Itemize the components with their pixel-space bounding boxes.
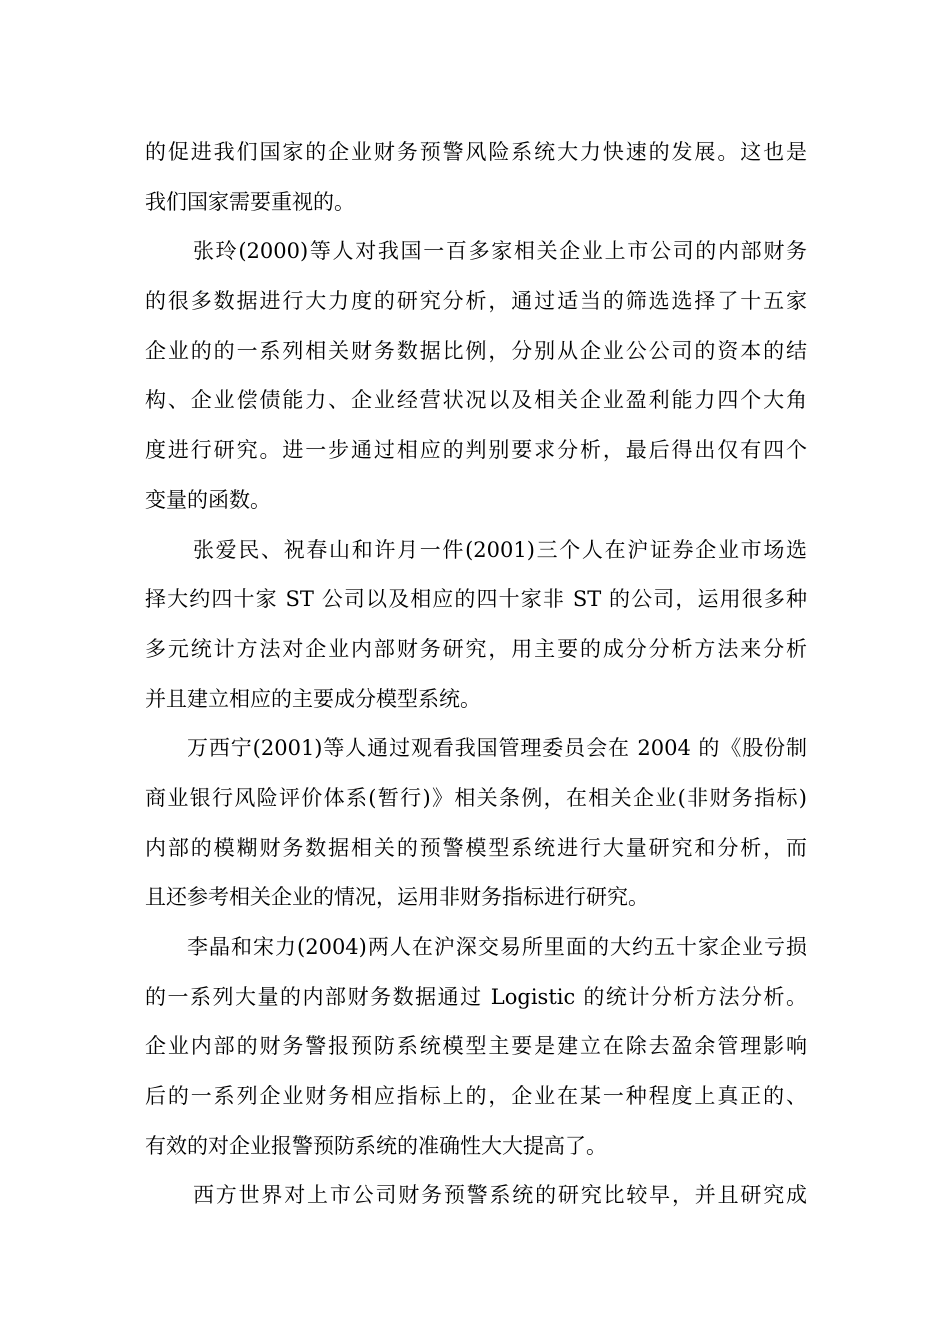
text-line: 后的一系列企业财务相应指标上的，企业在某一种程度上真正的、	[145, 1084, 807, 1109]
body-text	[145, 128, 807, 1221]
text-line: 并且建立相应的主要成分模型系统。	[145, 686, 481, 711]
text-line: 择大约四十家 ST 公司以及相应的四十家非 ST 的公司，运用很多种	[145, 587, 807, 612]
text-line: 构、企业偿债能力、企业经营状况以及相关企业盈利能力四个大角	[145, 388, 807, 413]
text-line: 企业的的一系列相关财务数据比例，分别从企业公公司的资本的结	[145, 338, 807, 363]
text-line: 多元统计方法对企业内部财务研究，用主要的成分分析方法来分析	[145, 636, 807, 661]
text-line: 李晶和宋力(2004)两人在沪深交易所里面的大约五十家企业亏损	[187, 935, 807, 959]
text-line: 的促进我们国家的企业财务预警风险系统大力快速的发展。这也是	[145, 140, 807, 164]
text-line: 有效的对企业报警预防系统的准确性大大提高了。	[145, 1133, 607, 1158]
text-line: 万西宁(2001)等人通过观看我国管理委员会在 2004 的《股份制	[187, 736, 807, 761]
text-line: 张玲(2000)等人对我国一百多家相关企业上市公司的内部财务	[193, 239, 807, 264]
text-line: 且还参考相关企业的情况，运用非财务指标进行研究。	[145, 885, 649, 910]
text-line: 张爱民、祝春山和许月一件(2001)三个人在沪证券企业市场选	[193, 537, 807, 562]
text-line: 变量的函数。	[145, 487, 271, 512]
text-line: 我们国家需要重视的。	[145, 189, 355, 214]
text-line: 度进行研究。进一步通过相应的判别要求分析，最后得出仅有四个	[145, 438, 807, 463]
text-line: 商业银行风险评价体系(暂行)》相关条例，在相关企业(非财务指标)	[145, 785, 807, 810]
text-line: 企业内部的财务警报预防系统模型主要是建立在除去盈余管理影响	[145, 1034, 807, 1059]
text-line: 内部的模糊财务数据相关的预警模型系统进行大量研究和分析，而	[145, 835, 807, 860]
text-line: 的一系列大量的内部财务数据通过 Logistic 的统计分析方法分析。	[145, 984, 807, 1009]
text-line: 西方世界对上市公司财务预警系统的研究比较早，并且研究成	[193, 1183, 807, 1208]
text-line: 的很多数据进行大力度的研究分析，通过适当的筛选选择了十五家	[145, 289, 807, 314]
